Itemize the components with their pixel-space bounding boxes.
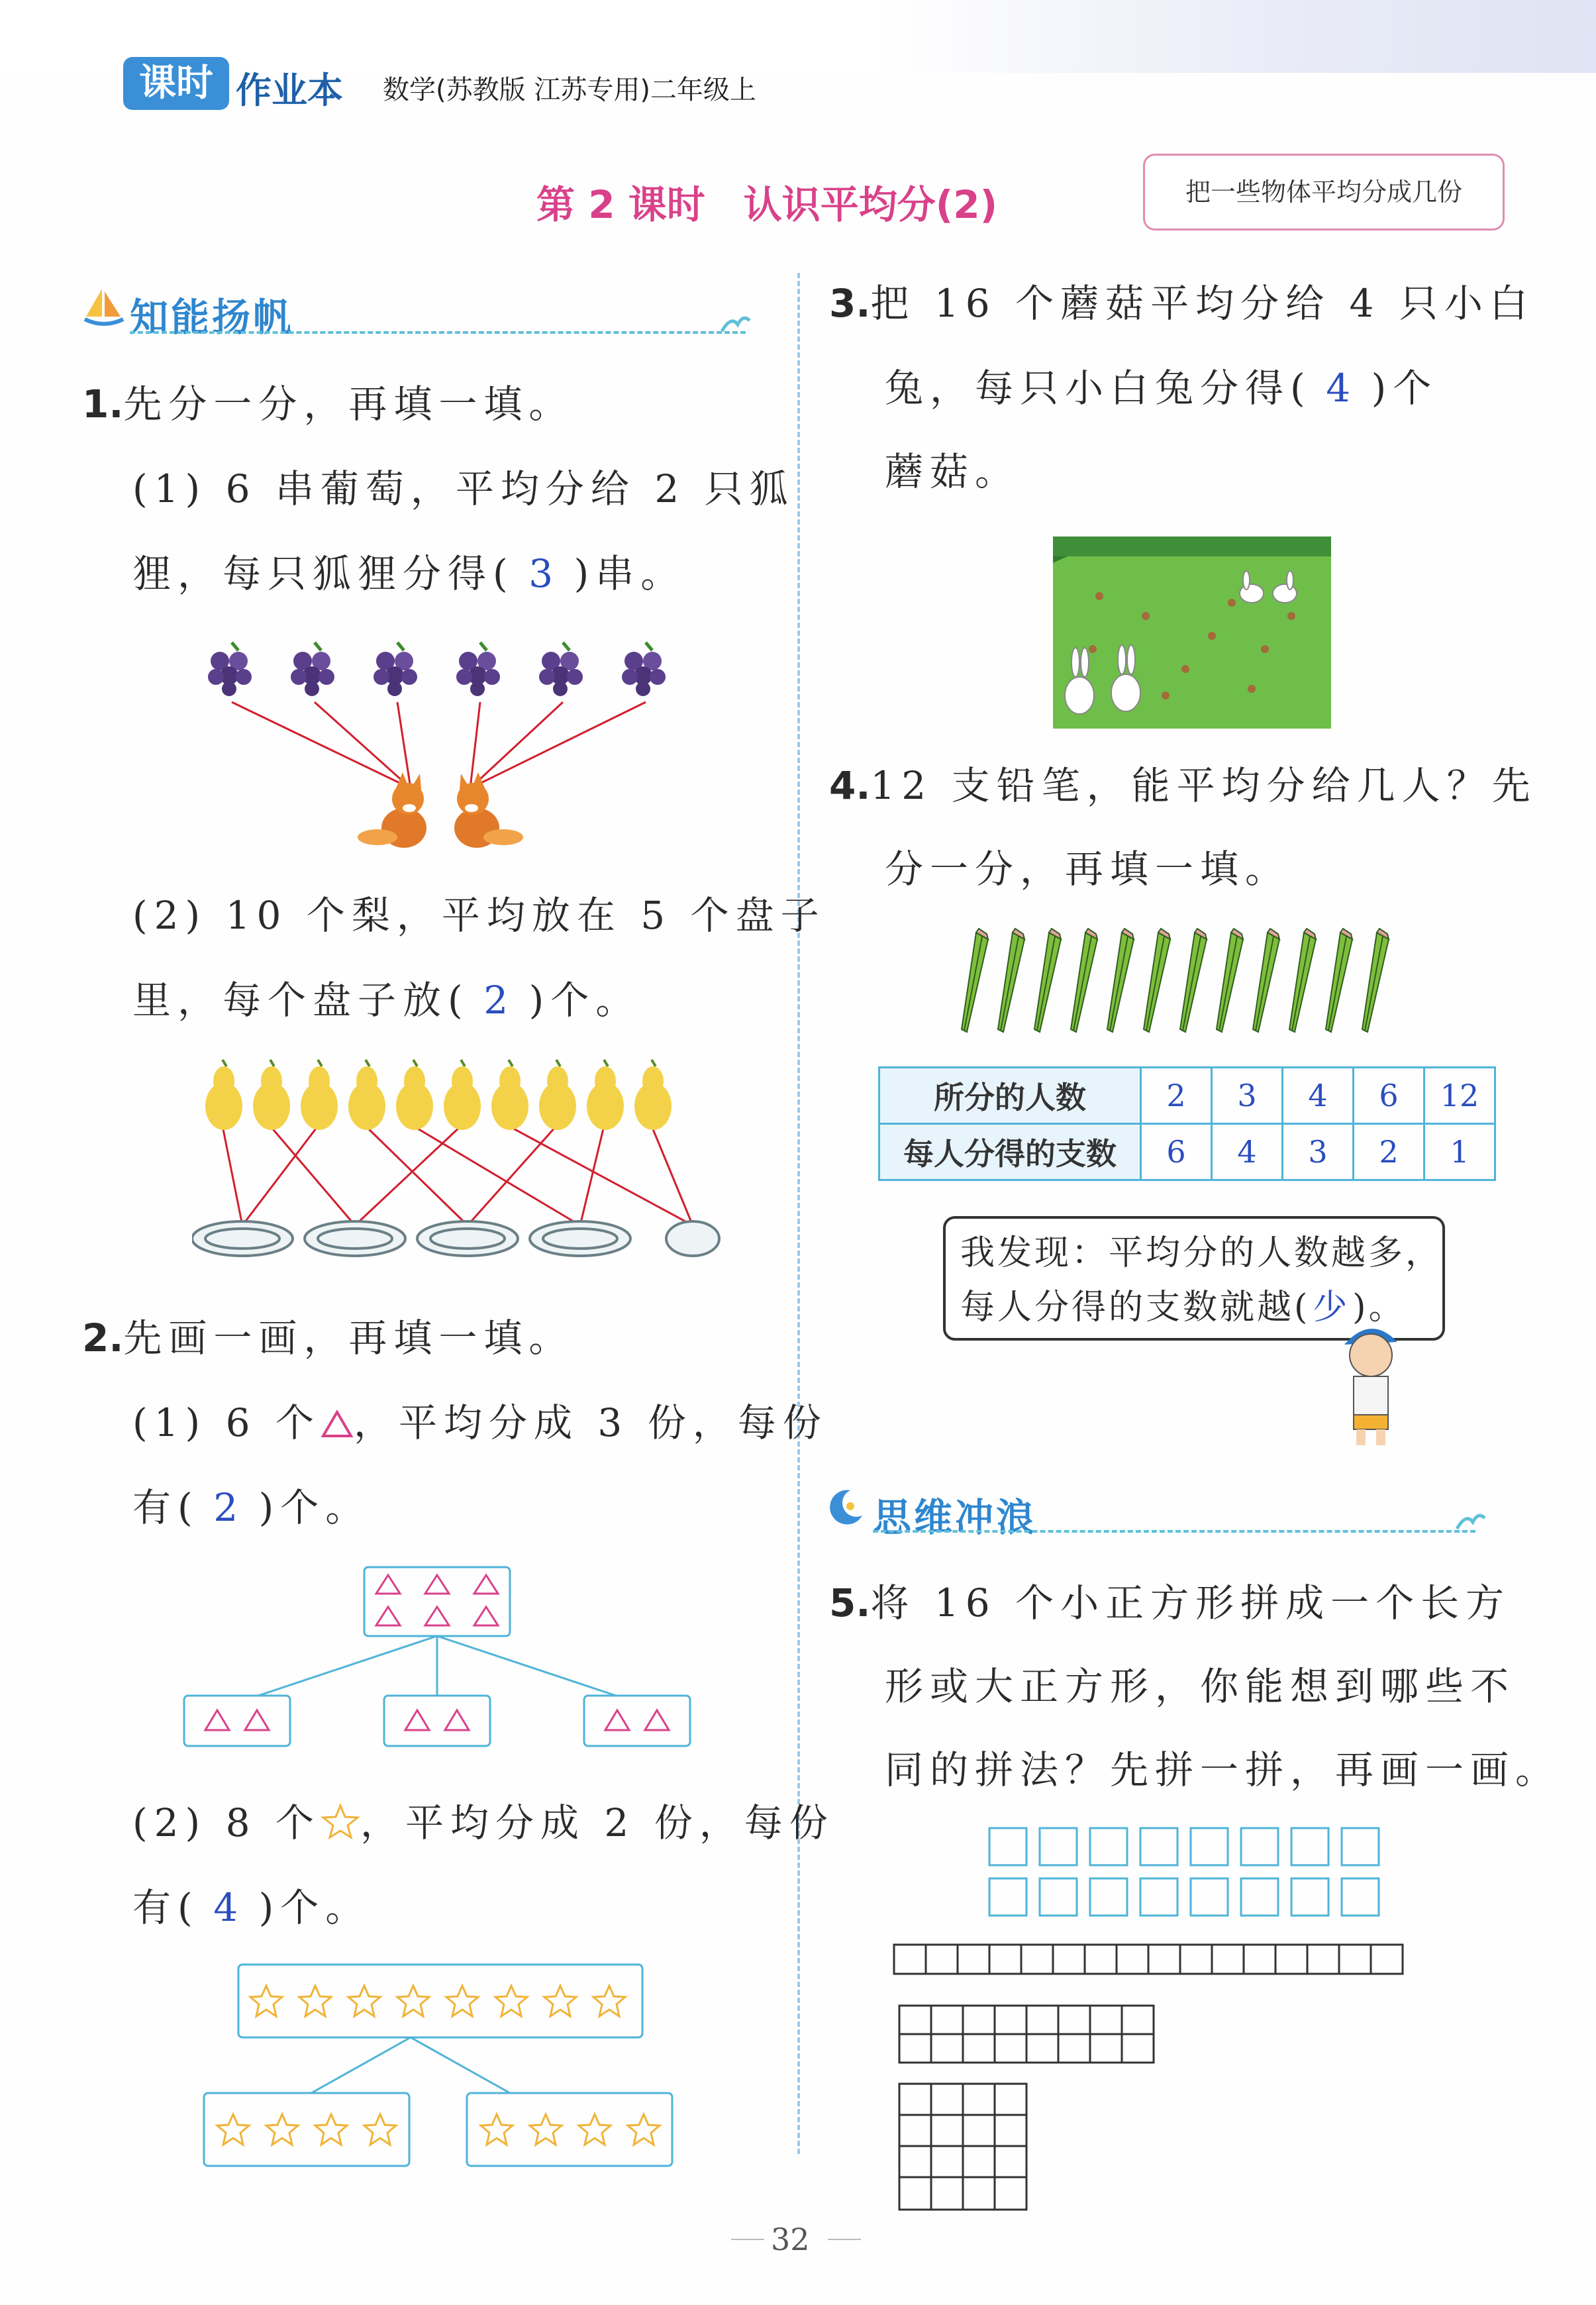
- page-number: 32: [771, 2222, 810, 2257]
- triangle-icon: [321, 1409, 354, 1439]
- q3-answer: 4: [1326, 366, 1358, 411]
- q1-part1-line1: (1) 6 串葡萄，平均分给 2 只狐: [132, 466, 795, 511]
- q2-part2-line2: 有( 4 )个。: [132, 1885, 371, 1930]
- q2-heading: 2.先画一画，再填一填。: [82, 1315, 574, 1360]
- q1-heading: 1.先分一分，再填一填。: [82, 382, 574, 427]
- boy-avatar: [1331, 1318, 1411, 1451]
- q2-answer-2: 4: [213, 1885, 245, 1930]
- q4-finding-answer: 少: [1313, 1288, 1350, 1327]
- star-icon: [321, 1803, 360, 1840]
- fox-icon: [358, 772, 523, 848]
- q5-line3: 同的拼法？先拼一拼，再画一画。: [885, 1747, 1561, 1792]
- arrangement-2x8: [898, 2004, 1163, 2065]
- series-logo: [123, 57, 229, 110]
- q1-answer-2: 2: [483, 978, 515, 1023]
- finding-line1: 我发现：平均分的人数越多，: [960, 1233, 1443, 1273]
- table-cell: 1: [1424, 1124, 1495, 1180]
- section-underline: [130, 331, 746, 334]
- lesson-title: 第 2 课时 认识平均分(2): [536, 182, 998, 227]
- table-cell: 3: [1212, 1068, 1283, 1124]
- table-cell: 6: [1354, 1068, 1424, 1124]
- row-label: 每人分得的支数: [879, 1124, 1141, 1180]
- table-cell: 4: [1212, 1124, 1283, 1180]
- logo-text: 课时: [139, 62, 213, 105]
- triangles-division-figure: [179, 1563, 702, 1762]
- section-title-zhineng: 知能扬帆: [130, 295, 295, 340]
- match-line: [232, 702, 411, 788]
- brand-name: 作业本: [236, 70, 343, 111]
- q5-line1: 5.将 16 个小正方形拼成一个长方: [829, 1580, 1511, 1625]
- arrangement-4x4: [898, 2082, 1030, 2212]
- table-row: [879, 1124, 1495, 1180]
- table-cell: 3: [1283, 1124, 1354, 1180]
- section-underline: [873, 1530, 1475, 1533]
- q1-part1-line2: 狸，每只狐狸分得( 3 )串。: [132, 551, 686, 596]
- wave-icon: [1454, 1509, 1487, 1533]
- wave-icon: [719, 311, 752, 335]
- q4-line2: 分一分，再填一填。: [885, 846, 1291, 892]
- table-row: [879, 1068, 1495, 1124]
- q2-part1-line2: 有( 2 )个。: [132, 1485, 371, 1530]
- pear-icon: [205, 1060, 672, 1130]
- column-divider: [797, 273, 800, 2154]
- table-cell: 4: [1283, 1068, 1354, 1124]
- row-label: 所分的人数: [879, 1068, 1141, 1124]
- q3-line3: 蘑菇。: [885, 449, 1021, 494]
- q1-part2-line2: 里，每个盘子放( 2 )个。: [132, 978, 641, 1023]
- section-title-siwei: 思维冲浪: [873, 1495, 1038, 1540]
- stars-division-figure: [199, 1961, 682, 2186]
- grape-bunch-icon: [208, 642, 666, 696]
- moon-icon: [824, 1486, 866, 1529]
- sail-icon: [82, 285, 126, 329]
- pencil-distribution-table: [878, 1066, 1496, 1181]
- pears-plates-figure: [192, 1053, 722, 1278]
- page-number-rule-left: [731, 2239, 764, 2240]
- q1-part2-line1: (2) 10 个梨，平均放在 5 个盘子: [132, 893, 826, 938]
- q4-line1: 4.12 支铅笔，能平均分给几人？先: [829, 763, 1537, 808]
- table-cell: 2: [1141, 1068, 1212, 1124]
- pencils-image: [954, 927, 1430, 1033]
- grapes-foxes-figure: [192, 629, 695, 854]
- q2-part2-line1: (2) 8 个 ，平均分成 2 份，每份: [132, 1800, 834, 1845]
- arrangement-1x16: [893, 1943, 1407, 1976]
- q2-answer-1: 2: [213, 1485, 245, 1530]
- finding-line2: 每人分得的支数就越(少)。: [960, 1288, 1406, 1327]
- table-cell: 12: [1424, 1068, 1495, 1124]
- q5-line2: 形或大正方形，你能想到哪些不: [885, 1664, 1516, 1709]
- match-line: [315, 702, 411, 788]
- lesson-tag: 把一些物体平均分成几份: [1143, 154, 1505, 230]
- q1-answer-1: 3: [528, 551, 560, 596]
- rabbits-meadow-image: [1053, 537, 1331, 729]
- match-line: [470, 702, 646, 788]
- q3-line2: 兔，每只小白兔分得( 4 )个: [885, 366, 1438, 411]
- page-number-rule-right: [828, 2239, 861, 2240]
- small-square: [989, 1828, 1379, 1916]
- q2-part1-line1: (1) 6 个 ，平均分成 3 份，每份: [132, 1400, 828, 1445]
- pencil-icon: [962, 929, 1389, 1032]
- match-line: [397, 702, 411, 788]
- table-cell: 6: [1141, 1124, 1212, 1180]
- plate-icon: [192, 1221, 719, 1256]
- star-row: [217, 1986, 660, 2145]
- book-subject: 数学(苏教版 江苏专用)二年级上: [383, 75, 756, 105]
- small-squares-figure: [987, 1825, 1384, 1918]
- table-cell: 2: [1354, 1124, 1424, 1180]
- q3-line1: 3.把 16 个蘑菇平均分给 4 只小白: [829, 281, 1534, 326]
- match-line: [470, 702, 563, 788]
